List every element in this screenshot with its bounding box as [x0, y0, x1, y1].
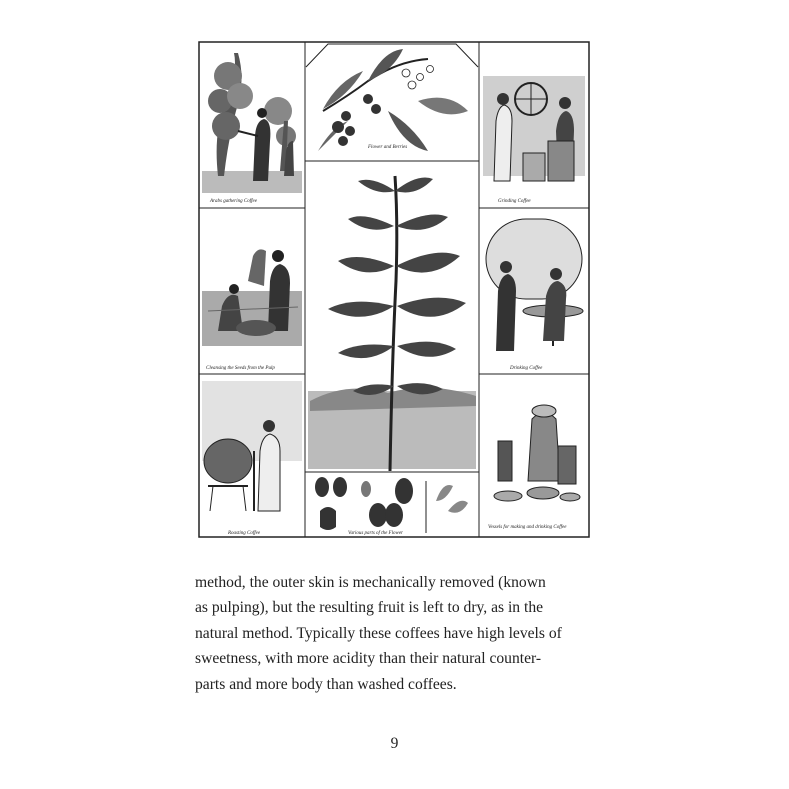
engraving-illustration	[198, 41, 590, 538]
caption-vessels: Vessels for making and drinking Coffee	[488, 525, 567, 530]
body-line: method, the outer skin is mechanically removed (known	[195, 574, 546, 591]
caption-roasting: Roasting Coffee	[228, 531, 261, 536]
body-paragraph	[195, 570, 605, 697]
body-line: parts and more body than washed coffees.	[195, 675, 457, 693]
body-line: natural method. Typically these coffees have high levels of	[195, 624, 562, 642]
engraving-plate	[198, 41, 590, 538]
caption-drinking: Drinking Coffee	[510, 366, 543, 371]
body-line: as pulping), but the resulting fruit is left to dry, as in the	[195, 599, 544, 617]
page-number: 9	[390, 735, 399, 752]
grinding-coffee-scene	[483, 76, 585, 181]
caption-picking: Arabs gathering Coffee	[210, 199, 257, 204]
caption-grinding: Grinding Coffee	[498, 199, 531, 204]
caption-flower-berries: Flower and Berries	[368, 145, 408, 150]
body-line: sweetness, with more acidity than their natural counter-	[195, 650, 542, 668]
caption-cleaning: Cleansing the Seeds from the Pulp	[206, 366, 275, 371]
caption-parts: Various parts of the Flower	[348, 531, 404, 536]
